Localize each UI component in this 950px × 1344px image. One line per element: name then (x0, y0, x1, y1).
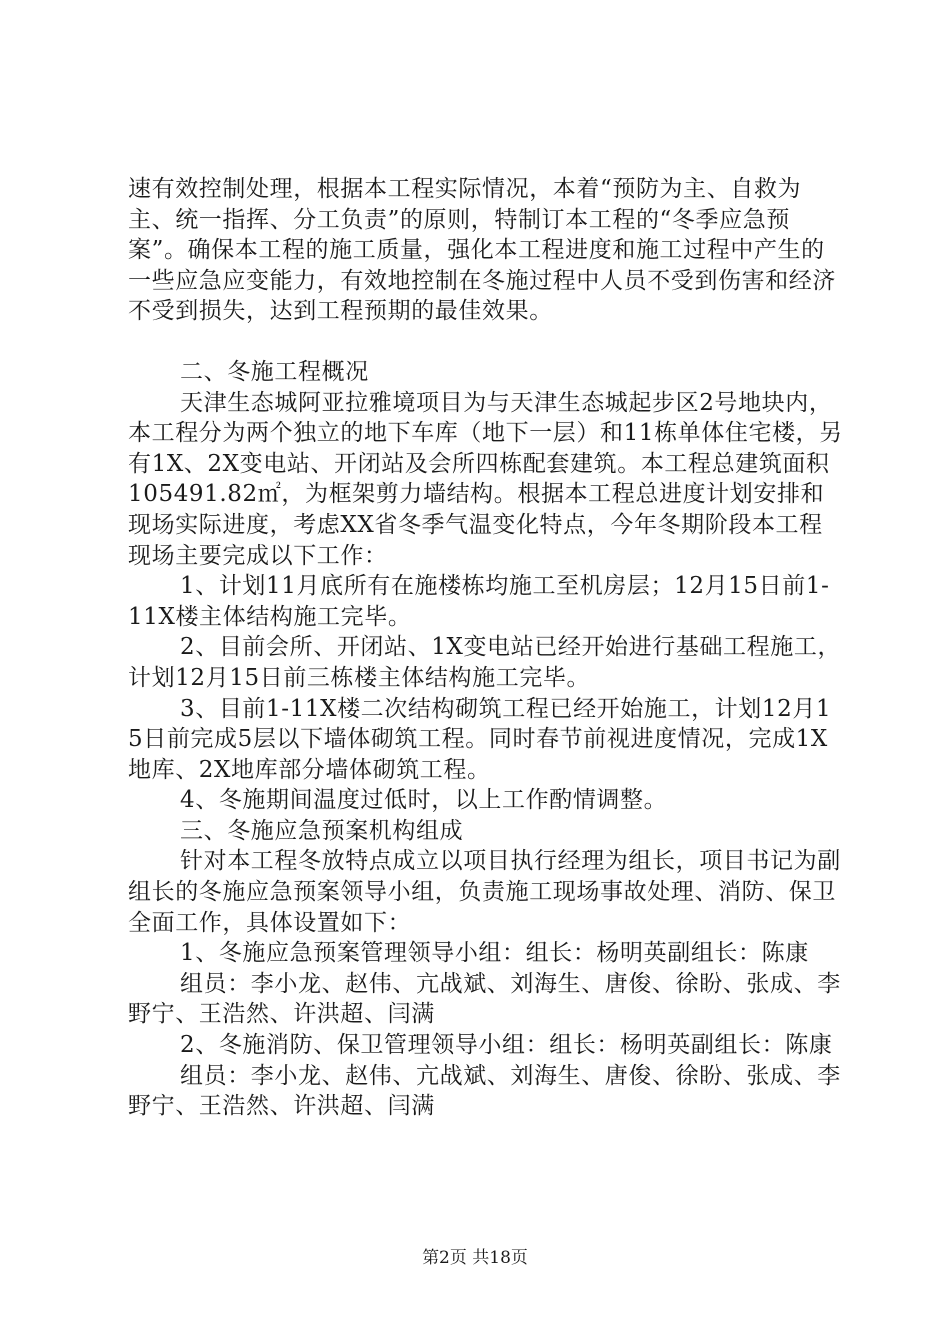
section-heading-overview: 二、冬施工程概况 (180, 358, 369, 385)
paragraph-overview: 天津生态城阿亚拉雅境项目为与天津生态城起步区2号地块内，本工程分为两个独立的地下车库（地下一层）和11栋单体住宅楼，另有1X、2X变电站、开闭站及会所四栋配套建筑。本工程总建筑面积105491.82㎡，为框架剪力墙结构。根据本工程总进度计划安排和现场实际进度，考虑XX省冬季气温变化特点，今年冬期阶段本工程现场主要完成以下工作： (128, 389, 843, 569)
page-number: 第2页 共18页 (422, 1248, 528, 1268)
paragraph-gap (128, 327, 844, 357)
paragraph-organization: 针对本工程冬放特点成立以项目执行经理为组长，项目书记为副组长的冬施应急预案领导小组，负责施工现场事故处理、消防、保卫全面工作，具体设置如下： (128, 848, 841, 936)
paragraph-intro: 速有效控制处理，根据本工程实际情况，本着“预防为主、自救为主、统一指挥、分工负责”的原则，特制订本工程的“冬季应急预案”。确保本工程的施工质量，强化本工程进度和施工过程中产生的一些应急应变能力，有效地控制在冬施过程中人员不受到伤害和经济不受到损失，达到工程预期的最佳效果。 (128, 176, 836, 325)
section-heading-organization: 三、冬施应急预案机构组成 (180, 817, 464, 844)
list-item-1: 1、计划11月底所有在施楼栋均施工至机房层；12月15日前1-11X楼主体结构施工完毕。 (128, 573, 830, 630)
group-2-leaders: 2、冬施消防、保卫管理领导小组：组长：杨明英副组长：陈康 (180, 1032, 833, 1059)
group-1-leaders: 1、冬施应急预案管理领导小组：组长：杨明英副组长：陈康 (180, 940, 809, 967)
list-item-2: 2、目前会所、开闭站、1X变电站已经开始进行基础工程施工，计划12月15日前三栋楼主体结构施工完毕。 (128, 634, 842, 691)
document-body (128, 174, 844, 1122)
group-1-members: 组员：李小龙、赵伟、亢战斌、刘海生、唐俊、徐盼、张成、李野宁、王浩然、许洪超、闫满 (128, 970, 841, 1028)
list-item-4: 4、冬施期间温度过低时，以上工作酌情调整。 (180, 787, 668, 814)
group-2-members: 组员：李小龙、赵伟、亢战斌、刘海生、唐俊、徐盼、张成、李野宁、王浩然、许洪超、闫满 (128, 1062, 841, 1120)
list-item-3: 3、目前1-11X楼二次结构砌筑工程已经开始施工，计划12月15日前完成5层以下墙体砌筑工程。同时春节前视进度情况，完成1X地库、2X地库部分墙体砌筑工程。 (128, 695, 832, 783)
